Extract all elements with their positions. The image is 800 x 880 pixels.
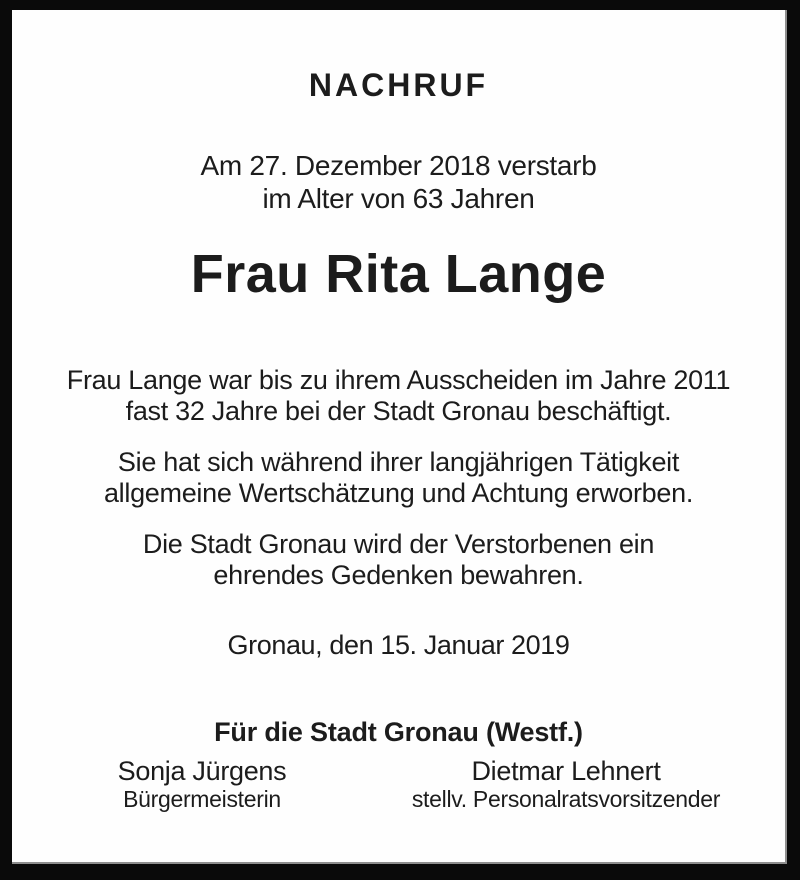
signatory-title-left: Bürgermeisterin	[123, 786, 281, 812]
signature-block-left	[12, 756, 392, 812]
signatory-name-right: Dietmar Lehnert	[471, 756, 661, 786]
paragraph-2-line-1: Sie hat sich während ihrer langjährigen Tätigkeit	[117, 447, 680, 477]
notice-header: NACHRUF	[308, 67, 489, 103]
signature-block-right	[376, 756, 756, 812]
paragraph-2-line-2: allgemeine Wertschätzung und Achtung erworben.	[103, 478, 694, 508]
organization-line: Für die Stadt Gronau (Westf.)	[214, 717, 583, 747]
signatory-title-right: stellv. Personalratsvorsitzender	[411, 786, 721, 812]
age-line: im Alter von 63 Jahren	[262, 183, 535, 214]
paragraph-3-line-1: Die Stadt Gronau wird der Verstorbenen ein	[142, 529, 655, 559]
paragraph-1-line-1: Frau Lange war bis zu ihrem Ausscheiden im Jahre 2011	[66, 365, 731, 395]
place-and-date-line: Gronau, den 15. Januar 2019	[227, 630, 570, 660]
obituary-card	[12, 10, 787, 864]
death-date-line: Am 27. Dezember 2018 verstarb	[200, 150, 597, 181]
paragraph-1-line-2: fast 32 Jahre bei der Stadt Gronau beschäftigt.	[125, 396, 672, 426]
paragraph-3-line-2: ehrendes Gedenken bewahren.	[213, 560, 584, 590]
signatory-name-left: Sonja Jürgens	[117, 756, 287, 786]
deceased-name: Frau Rita Lange	[190, 244, 607, 304]
